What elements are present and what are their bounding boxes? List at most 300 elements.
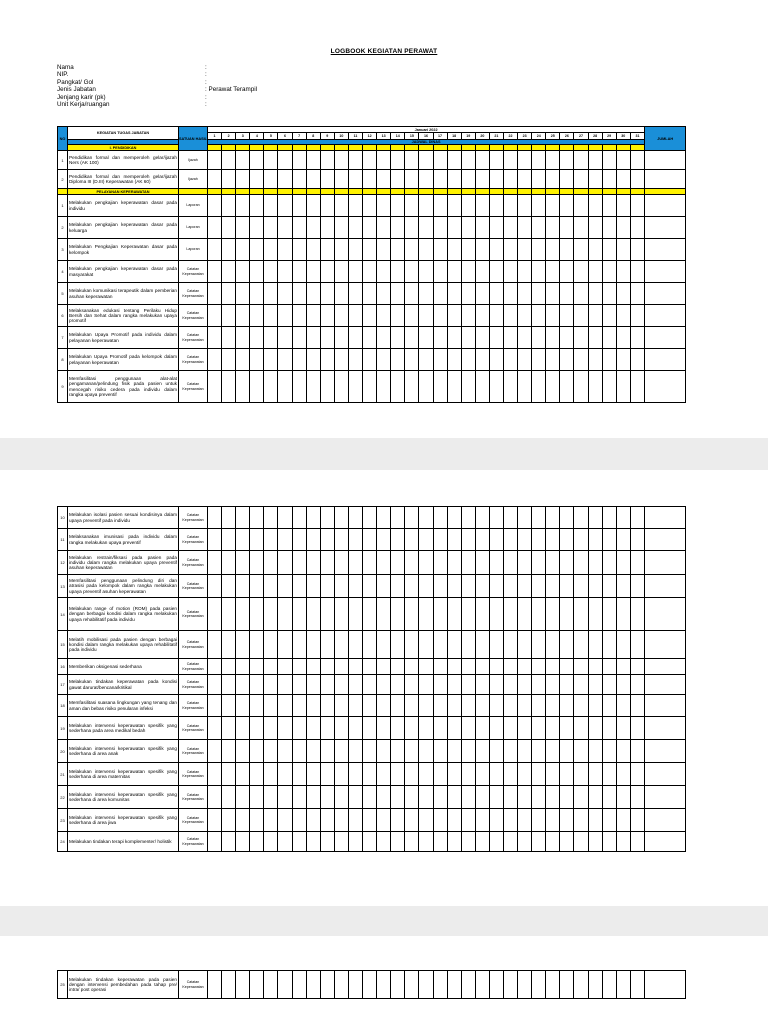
- total-cell[interactable]: [644, 740, 685, 763]
- day-cell[interactable]: [320, 151, 334, 170]
- total-cell[interactable]: [644, 763, 685, 786]
- day-cell[interactable]: [546, 217, 560, 239]
- day-cell[interactable]: [461, 371, 475, 403]
- day-cell[interactable]: [489, 327, 503, 349]
- day-cell[interactable]: [574, 283, 588, 305]
- day-cell[interactable]: [391, 551, 405, 575]
- day-cell[interactable]: [433, 283, 447, 305]
- day-cell[interactable]: [236, 327, 250, 349]
- day-cell[interactable]: [320, 283, 334, 305]
- day-cell[interactable]: [306, 217, 320, 239]
- day-cell[interactable]: [560, 551, 574, 575]
- day-cell[interactable]: [348, 832, 362, 852]
- day-cell[interactable]: [602, 659, 616, 675]
- total-cell[interactable]: [644, 575, 685, 598]
- day-cell[interactable]: [250, 675, 264, 695]
- day-cell[interactable]: [616, 659, 630, 675]
- day-cell[interactable]: [306, 786, 320, 809]
- total-cell[interactable]: [645, 283, 686, 305]
- day-cell[interactable]: [475, 971, 489, 999]
- day-cell[interactable]: [518, 529, 532, 551]
- day-cell[interactable]: [616, 305, 630, 327]
- day-cell[interactable]: [363, 195, 377, 217]
- day-cell[interactable]: [222, 529, 236, 551]
- day-cell[interactable]: [320, 195, 334, 217]
- day-cell[interactable]: [264, 575, 278, 598]
- day-cell[interactable]: [292, 261, 306, 283]
- day-cell[interactable]: [320, 675, 334, 695]
- day-cell[interactable]: [278, 740, 292, 763]
- day-cell[interactable]: [236, 239, 250, 261]
- day-cell[interactable]: [222, 763, 236, 786]
- day-cell[interactable]: [208, 631, 222, 659]
- day-cell[interactable]: [560, 971, 574, 999]
- day-cell[interactable]: [588, 239, 602, 261]
- day-cell[interactable]: [320, 809, 334, 832]
- day-cell[interactable]: [475, 151, 489, 170]
- day-cell[interactable]: [602, 529, 616, 551]
- day-cell[interactable]: [391, 195, 405, 217]
- day-cell[interactable]: [348, 261, 362, 283]
- day-cell[interactable]: [419, 832, 433, 852]
- day-cell[interactable]: [546, 740, 560, 763]
- day-cell[interactable]: [348, 529, 362, 551]
- day-cell[interactable]: [264, 786, 278, 809]
- day-cell[interactable]: [546, 305, 560, 327]
- day-cell[interactable]: [489, 217, 503, 239]
- day-cell[interactable]: [236, 971, 250, 999]
- day-cell[interactable]: [433, 717, 447, 740]
- day-cell[interactable]: [405, 151, 419, 170]
- day-cell[interactable]: [306, 659, 320, 675]
- day-cell[interactable]: [334, 170, 348, 189]
- day-cell[interactable]: [334, 305, 348, 327]
- day-cell[interactable]: [419, 763, 433, 786]
- day-cell[interactable]: [391, 151, 405, 170]
- day-cell[interactable]: [518, 675, 532, 695]
- day-cell[interactable]: [461, 349, 475, 371]
- day-cell[interactable]: [475, 763, 489, 786]
- day-cell[interactable]: [518, 575, 532, 598]
- day-cell[interactable]: [208, 717, 222, 740]
- day-cell[interactable]: [348, 170, 362, 189]
- day-cell[interactable]: [532, 170, 546, 189]
- day-cell[interactable]: [222, 371, 236, 403]
- day-cell[interactable]: [250, 575, 264, 598]
- day-cell[interactable]: [419, 371, 433, 403]
- day-cell[interactable]: [405, 695, 419, 717]
- day-cell[interactable]: [602, 675, 616, 695]
- day-cell[interactable]: [546, 763, 560, 786]
- day-cell[interactable]: [292, 695, 306, 717]
- day-cell[interactable]: [419, 327, 433, 349]
- day-cell[interactable]: [222, 261, 236, 283]
- day-cell[interactable]: [208, 371, 222, 403]
- day-cell[interactable]: [546, 239, 560, 261]
- day-cell[interactable]: [461, 217, 475, 239]
- day-cell[interactable]: [433, 261, 447, 283]
- day-cell[interactable]: [334, 717, 348, 740]
- day-cell[interactable]: [348, 695, 362, 717]
- day-cell[interactable]: [250, 598, 264, 631]
- day-cell[interactable]: [405, 195, 419, 217]
- total-cell[interactable]: [644, 529, 685, 551]
- day-cell[interactable]: [377, 261, 391, 283]
- day-cell[interactable]: [588, 786, 602, 809]
- day-cell[interactable]: [574, 659, 588, 675]
- day-cell[interactable]: [419, 659, 433, 675]
- day-cell[interactable]: [433, 305, 447, 327]
- day-cell[interactable]: [630, 695, 644, 717]
- total-cell[interactable]: [644, 631, 685, 659]
- day-cell[interactable]: [292, 151, 306, 170]
- day-cell[interactable]: [419, 305, 433, 327]
- day-cell[interactable]: [306, 971, 320, 999]
- day-cell[interactable]: [503, 327, 517, 349]
- day-cell[interactable]: [306, 195, 320, 217]
- day-cell[interactable]: [503, 551, 517, 575]
- day-cell[interactable]: [222, 195, 236, 217]
- day-cell[interactable]: [208, 763, 222, 786]
- day-cell[interactable]: [208, 740, 222, 763]
- day-cell[interactable]: [348, 195, 362, 217]
- day-cell[interactable]: [503, 371, 517, 403]
- day-cell[interactable]: [264, 551, 278, 575]
- day-cell[interactable]: [503, 832, 517, 852]
- day-cell[interactable]: [306, 327, 320, 349]
- day-cell[interactable]: [208, 305, 222, 327]
- day-cell[interactable]: [278, 305, 292, 327]
- day-cell[interactable]: [405, 740, 419, 763]
- day-cell[interactable]: [602, 371, 616, 403]
- day-cell[interactable]: [475, 832, 489, 852]
- day-cell[interactable]: [602, 832, 616, 852]
- day-cell[interactable]: [236, 283, 250, 305]
- day-cell[interactable]: [391, 261, 405, 283]
- day-cell[interactable]: [419, 631, 433, 659]
- day-cell[interactable]: [306, 740, 320, 763]
- day-cell[interactable]: [560, 832, 574, 852]
- day-cell[interactable]: [363, 151, 377, 170]
- day-cell[interactable]: [475, 529, 489, 551]
- day-cell[interactable]: [419, 195, 433, 217]
- day-cell[interactable]: [377, 551, 391, 575]
- total-cell[interactable]: [645, 349, 686, 371]
- day-cell[interactable]: [250, 786, 264, 809]
- day-cell[interactable]: [616, 529, 630, 551]
- day-cell[interactable]: [518, 631, 532, 659]
- day-cell[interactable]: [588, 551, 602, 575]
- day-cell[interactable]: [433, 170, 447, 189]
- day-cell[interactable]: [503, 305, 517, 327]
- day-cell[interactable]: [475, 809, 489, 832]
- day-cell[interactable]: [560, 151, 574, 170]
- day-cell[interactable]: [503, 575, 517, 598]
- day-cell[interactable]: [532, 675, 546, 695]
- day-cell[interactable]: [334, 371, 348, 403]
- day-cell[interactable]: [264, 239, 278, 261]
- day-cell[interactable]: [574, 349, 588, 371]
- day-cell[interactable]: [532, 371, 546, 403]
- day-cell[interactable]: [419, 695, 433, 717]
- day-cell[interactable]: [602, 740, 616, 763]
- day-cell[interactable]: [348, 151, 362, 170]
- day-cell[interactable]: [475, 217, 489, 239]
- day-cell[interactable]: [630, 239, 644, 261]
- day-cell[interactable]: [616, 675, 630, 695]
- day-cell[interactable]: [447, 659, 461, 675]
- day-cell[interactable]: [574, 598, 588, 631]
- day-cell[interactable]: [616, 763, 630, 786]
- day-cell[interactable]: [616, 575, 630, 598]
- day-cell[interactable]: [292, 575, 306, 598]
- day-cell[interactable]: [264, 971, 278, 999]
- day-cell[interactable]: [532, 763, 546, 786]
- day-cell[interactable]: [574, 717, 588, 740]
- day-cell[interactable]: [588, 305, 602, 327]
- day-cell[interactable]: [391, 971, 405, 999]
- day-cell[interactable]: [503, 283, 517, 305]
- day-cell[interactable]: [503, 971, 517, 999]
- day-cell[interactable]: [475, 170, 489, 189]
- day-cell[interactable]: [208, 349, 222, 371]
- day-cell[interactable]: [489, 305, 503, 327]
- day-cell[interactable]: [489, 371, 503, 403]
- day-cell[interactable]: [447, 786, 461, 809]
- day-cell[interactable]: [475, 371, 489, 403]
- day-cell[interactable]: [588, 575, 602, 598]
- day-cell[interactable]: [503, 675, 517, 695]
- day-cell[interactable]: [447, 598, 461, 631]
- day-cell[interactable]: [348, 809, 362, 832]
- day-cell[interactable]: [574, 786, 588, 809]
- total-cell[interactable]: [644, 675, 685, 695]
- day-cell[interactable]: [391, 305, 405, 327]
- day-cell[interactable]: [320, 239, 334, 261]
- day-cell[interactable]: [461, 195, 475, 217]
- day-cell[interactable]: [306, 371, 320, 403]
- day-cell[interactable]: [363, 261, 377, 283]
- day-cell[interactable]: [574, 217, 588, 239]
- day-cell[interactable]: [278, 529, 292, 551]
- day-cell[interactable]: [391, 529, 405, 551]
- total-cell[interactable]: [645, 195, 686, 217]
- day-cell[interactable]: [320, 631, 334, 659]
- day-cell[interactable]: [236, 659, 250, 675]
- day-cell[interactable]: [518, 170, 532, 189]
- day-cell[interactable]: [532, 786, 546, 809]
- day-cell[interactable]: [264, 217, 278, 239]
- day-cell[interactable]: [292, 305, 306, 327]
- day-cell[interactable]: [602, 151, 616, 170]
- day-cell[interactable]: [348, 371, 362, 403]
- day-cell[interactable]: [503, 717, 517, 740]
- day-cell[interactable]: [405, 809, 419, 832]
- day-cell[interactable]: [461, 659, 475, 675]
- day-cell[interactable]: [489, 740, 503, 763]
- day-cell[interactable]: [532, 551, 546, 575]
- day-cell[interactable]: [320, 529, 334, 551]
- day-cell[interactable]: [348, 659, 362, 675]
- day-cell[interactable]: [391, 631, 405, 659]
- day-cell[interactable]: [405, 217, 419, 239]
- day-cell[interactable]: [433, 971, 447, 999]
- day-cell[interactable]: [222, 786, 236, 809]
- day-cell[interactable]: [250, 305, 264, 327]
- day-cell[interactable]: [363, 971, 377, 999]
- day-cell[interactable]: [461, 283, 475, 305]
- day-cell[interactable]: [560, 170, 574, 189]
- day-cell[interactable]: [447, 809, 461, 832]
- day-cell[interactable]: [433, 507, 447, 529]
- day-cell[interactable]: [433, 327, 447, 349]
- day-cell[interactable]: [236, 832, 250, 852]
- day-cell[interactable]: [560, 675, 574, 695]
- day-cell[interactable]: [264, 349, 278, 371]
- day-cell[interactable]: [588, 717, 602, 740]
- day-cell[interactable]: [630, 832, 644, 852]
- day-cell[interactable]: [264, 283, 278, 305]
- day-cell[interactable]: [348, 217, 362, 239]
- day-cell[interactable]: [574, 529, 588, 551]
- day-cell[interactable]: [377, 659, 391, 675]
- day-cell[interactable]: [363, 740, 377, 763]
- day-cell[interactable]: [363, 217, 377, 239]
- day-cell[interactable]: [320, 740, 334, 763]
- day-cell[interactable]: [630, 740, 644, 763]
- total-cell[interactable]: [645, 239, 686, 261]
- day-cell[interactable]: [461, 261, 475, 283]
- day-cell[interactable]: [236, 349, 250, 371]
- day-cell[interactable]: [419, 575, 433, 598]
- day-cell[interactable]: [348, 763, 362, 786]
- day-cell[interactable]: [208, 195, 222, 217]
- total-cell[interactable]: [644, 786, 685, 809]
- day-cell[interactable]: [236, 786, 250, 809]
- day-cell[interactable]: [447, 217, 461, 239]
- day-cell[interactable]: [588, 371, 602, 403]
- day-cell[interactable]: [546, 349, 560, 371]
- day-cell[interactable]: [391, 763, 405, 786]
- day-cell[interactable]: [489, 151, 503, 170]
- day-cell[interactable]: [419, 598, 433, 631]
- day-cell[interactable]: [264, 598, 278, 631]
- day-cell[interactable]: [208, 786, 222, 809]
- day-cell[interactable]: [433, 598, 447, 631]
- day-cell[interactable]: [518, 327, 532, 349]
- day-cell[interactable]: [320, 170, 334, 189]
- day-cell[interactable]: [419, 971, 433, 999]
- day-cell[interactable]: [348, 675, 362, 695]
- day-cell[interactable]: [616, 349, 630, 371]
- day-cell[interactable]: [208, 971, 222, 999]
- day-cell[interactable]: [532, 659, 546, 675]
- day-cell[interactable]: [532, 217, 546, 239]
- day-cell[interactable]: [616, 151, 630, 170]
- day-cell[interactable]: [518, 659, 532, 675]
- day-cell[interactable]: [630, 631, 644, 659]
- day-cell[interactable]: [560, 261, 574, 283]
- day-cell[interactable]: [503, 529, 517, 551]
- day-cell[interactable]: [419, 740, 433, 763]
- day-cell[interactable]: [405, 507, 419, 529]
- day-cell[interactable]: [250, 217, 264, 239]
- day-cell[interactable]: [405, 261, 419, 283]
- day-cell[interactable]: [236, 631, 250, 659]
- day-cell[interactable]: [461, 598, 475, 631]
- day-cell[interactable]: [560, 763, 574, 786]
- day-cell[interactable]: [377, 598, 391, 631]
- day-cell[interactable]: [278, 675, 292, 695]
- day-cell[interactable]: [334, 786, 348, 809]
- day-cell[interactable]: [363, 763, 377, 786]
- day-cell[interactable]: [461, 151, 475, 170]
- day-cell[interactable]: [377, 717, 391, 740]
- day-cell[interactable]: [250, 763, 264, 786]
- day-cell[interactable]: [377, 217, 391, 239]
- day-cell[interactable]: [264, 695, 278, 717]
- day-cell[interactable]: [363, 327, 377, 349]
- day-cell[interactable]: [574, 832, 588, 852]
- day-cell[interactable]: [320, 507, 334, 529]
- day-cell[interactable]: [546, 507, 560, 529]
- day-cell[interactable]: [433, 529, 447, 551]
- day-cell[interactable]: [475, 695, 489, 717]
- day-cell[interactable]: [616, 786, 630, 809]
- day-cell[interactable]: [560, 371, 574, 403]
- day-cell[interactable]: [320, 763, 334, 786]
- day-cell[interactable]: [503, 659, 517, 675]
- day-cell[interactable]: [588, 507, 602, 529]
- day-cell[interactable]: [447, 971, 461, 999]
- day-cell[interactable]: [278, 575, 292, 598]
- day-cell[interactable]: [208, 507, 222, 529]
- day-cell[interactable]: [250, 239, 264, 261]
- day-cell[interactable]: [391, 170, 405, 189]
- day-cell[interactable]: [489, 529, 503, 551]
- day-cell[interactable]: [588, 261, 602, 283]
- day-cell[interactable]: [334, 763, 348, 786]
- day-cell[interactable]: [574, 507, 588, 529]
- day-cell[interactable]: [278, 261, 292, 283]
- day-cell[interactable]: [546, 551, 560, 575]
- day-cell[interactable]: [518, 809, 532, 832]
- day-cell[interactable]: [447, 740, 461, 763]
- day-cell[interactable]: [560, 809, 574, 832]
- day-cell[interactable]: [489, 786, 503, 809]
- day-cell[interactable]: [208, 675, 222, 695]
- day-cell[interactable]: [306, 717, 320, 740]
- day-cell[interactable]: [236, 529, 250, 551]
- day-cell[interactable]: [503, 261, 517, 283]
- day-cell[interactable]: [630, 598, 644, 631]
- day-cell[interactable]: [278, 551, 292, 575]
- day-cell[interactable]: [560, 631, 574, 659]
- day-cell[interactable]: [489, 507, 503, 529]
- day-cell[interactable]: [433, 239, 447, 261]
- day-cell[interactable]: [546, 631, 560, 659]
- day-cell[interactable]: [208, 598, 222, 631]
- day-cell[interactable]: [236, 305, 250, 327]
- day-cell[interactable]: [363, 598, 377, 631]
- day-cell[interactable]: [306, 631, 320, 659]
- day-cell[interactable]: [264, 675, 278, 695]
- day-cell[interactable]: [278, 283, 292, 305]
- day-cell[interactable]: [588, 809, 602, 832]
- day-cell[interactable]: [405, 529, 419, 551]
- day-cell[interactable]: [334, 971, 348, 999]
- day-cell[interactable]: [391, 786, 405, 809]
